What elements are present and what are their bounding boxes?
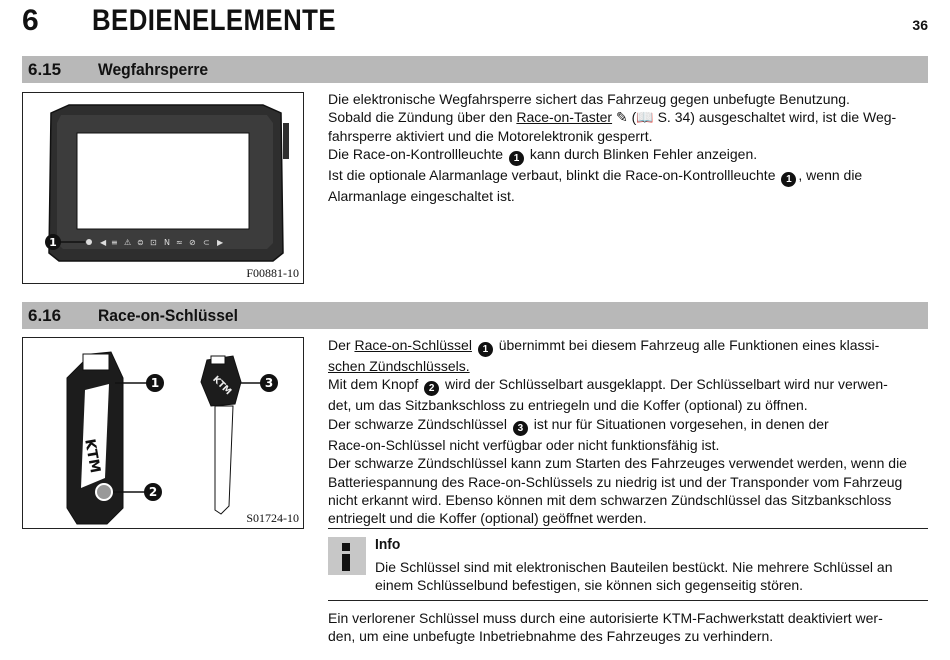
- info-icon: [328, 537, 366, 575]
- svg-text:⊘: ⊘: [189, 238, 196, 247]
- final-paragraph: [328, 609, 928, 646]
- section-title: Race-on-Schlüssel: [98, 306, 238, 325]
- race-on-light-icon: [86, 239, 92, 245]
- svg-text:⚠: ⚠: [124, 238, 132, 247]
- paragraph: Alarmanlage eingeschaltet ist.: [328, 188, 515, 205]
- paragraph: den, um eine unbefugte Inbetriebnahme des Fahrzeuges zu verhindern.: [328, 628, 774, 645]
- callout-1: 1: [781, 172, 796, 187]
- callout-3: 3: [513, 421, 528, 436]
- race-on-schluessel-link[interactable]: Race-on-Schlüssel: [354, 337, 472, 353]
- dashboard-illustration: [23, 93, 303, 283]
- paragraph: Ein verlorener Schlüssel muss durch eine autorisierte KTM-Fachwerkstatt deaktiviert wer-: [328, 610, 883, 626]
- key-icon: ✎ (: [612, 109, 637, 126]
- race-on-taster-link[interactable]: Race-on-Taster: [516, 109, 613, 126]
- paragraph: Sobald die Zündung über den Race-on-Taster ✎ (📖 S. 34) ausgeschaltet wird, ist die Weg-: [328, 109, 897, 126]
- section-number: 6.15: [28, 60, 62, 79]
- ktm-logo: KTM: [210, 374, 233, 398]
- svg-text:⊜: ⊜: [137, 238, 144, 247]
- paragraph: Ist die optionale Alarmanlage verbaut, blinkt die Race-on-Kontrollleuchte 1 , wenn die: [328, 167, 863, 186]
- section-header-race-on-schluessel: [22, 302, 928, 329]
- section2-text: [328, 336, 928, 528]
- paragraph: Die Race-on-Kontrollleuchte 1 kann durch Blinken Fehler anzeigen.: [328, 146, 758, 165]
- paragraph: Race-on-Schlüssel nicht verfügbar oder nicht funktionsfähig ist.: [328, 436, 720, 453]
- figure-code: F00881-10: [246, 266, 299, 280]
- section-header-wegfahrsperre: [22, 56, 928, 83]
- callout-3: 3: [264, 376, 274, 390]
- paragraph: fahrsperre aktiviert und die Motorelektronik gesperrt.: [328, 127, 653, 144]
- section-title: Wegfahrsperre: [98, 60, 209, 79]
- paragraph: Der Race-on-Schlüssel 1 übernimmt bei diesem Fahrzeug alle Funktionen eines klassi-: [328, 337, 880, 355]
- callout-2: 2: [148, 485, 158, 499]
- callout-1: 1: [478, 342, 493, 357]
- info-text: Die Schlüssel sind mit elektronischen Bauteilen bestückt. Nie mehrere Schlüssel an einem Schlüsselbund befestigen, sie können sich gegenseitig stören.: [375, 559, 893, 594]
- paragraph: Die elektronische Wegfahrsperre sichert das Fahrzeug gegen unbefugte Benutzung.: [328, 91, 850, 107]
- paragraph: det, um das Sitzbankschloss zu entriegeln und die Koffer (optional) zu öffnen.: [328, 397, 808, 414]
- book-icon: 📖: [636, 109, 654, 126]
- chapter-title: BEDIENELEMENTE: [92, 4, 336, 37]
- keys-illustration: [23, 338, 303, 528]
- paragraph: Der schwarze Zündschlüssel kann zum Starten des Fahrzeuges verwendet werden, wenn die: [328, 455, 907, 472]
- ktm-logo: KTM: [81, 437, 103, 475]
- paragraph: Der schwarze Zündschlüssel 3 ist nur für Situationen vorgesehen, in denen der: [328, 415, 829, 434]
- callout-1: 1: [150, 376, 160, 390]
- svg-text:⊡: ⊡: [150, 238, 157, 247]
- svg-text:≡: ≡: [111, 238, 118, 247]
- callout-2: 2: [424, 381, 439, 396]
- figure-code: S01724-10: [246, 511, 299, 525]
- info-title: Info: [375, 536, 401, 553]
- figure-dashboard: [22, 92, 304, 284]
- section-number: 6.16: [28, 306, 62, 325]
- paragraph: Mit dem Knopf 2 wird der Schlüsselbart ausgeklappt. Der Schlüsselbart wird nur verwen-: [328, 376, 888, 395]
- paragraph: Batteriespannung des Race-on-Schlüssels zu niedrig ist und der Transponder vom Fahrzeug: [328, 473, 903, 490]
- svg-text:≈: ≈: [176, 238, 183, 247]
- chapter-number: 6: [22, 4, 40, 37]
- divider: [328, 600, 928, 601]
- section1-text: [328, 90, 928, 206]
- callout-1: 1: [49, 236, 57, 249]
- paragraph: schen Zündschlüssels.: [328, 358, 470, 374]
- svg-text:◀: ◀: [100, 238, 107, 247]
- paragraph: entriegelt und die Koffer (optional) geöffnet werden.: [328, 510, 647, 527]
- svg-text:N: N: [164, 238, 170, 247]
- divider: [328, 528, 928, 529]
- callout-1: 1: [509, 151, 524, 166]
- page-number: 36: [912, 17, 928, 33]
- figure-keys: [22, 337, 304, 529]
- paragraph: nicht erkannt wird. Ebenso können mit dem schwarzen Zündschlüssel das Sitzbankschloss: [328, 492, 892, 509]
- chapter-header: [22, 4, 928, 44]
- svg-text:▶: ▶: [217, 238, 224, 247]
- svg-text:⊂: ⊂: [203, 238, 210, 247]
